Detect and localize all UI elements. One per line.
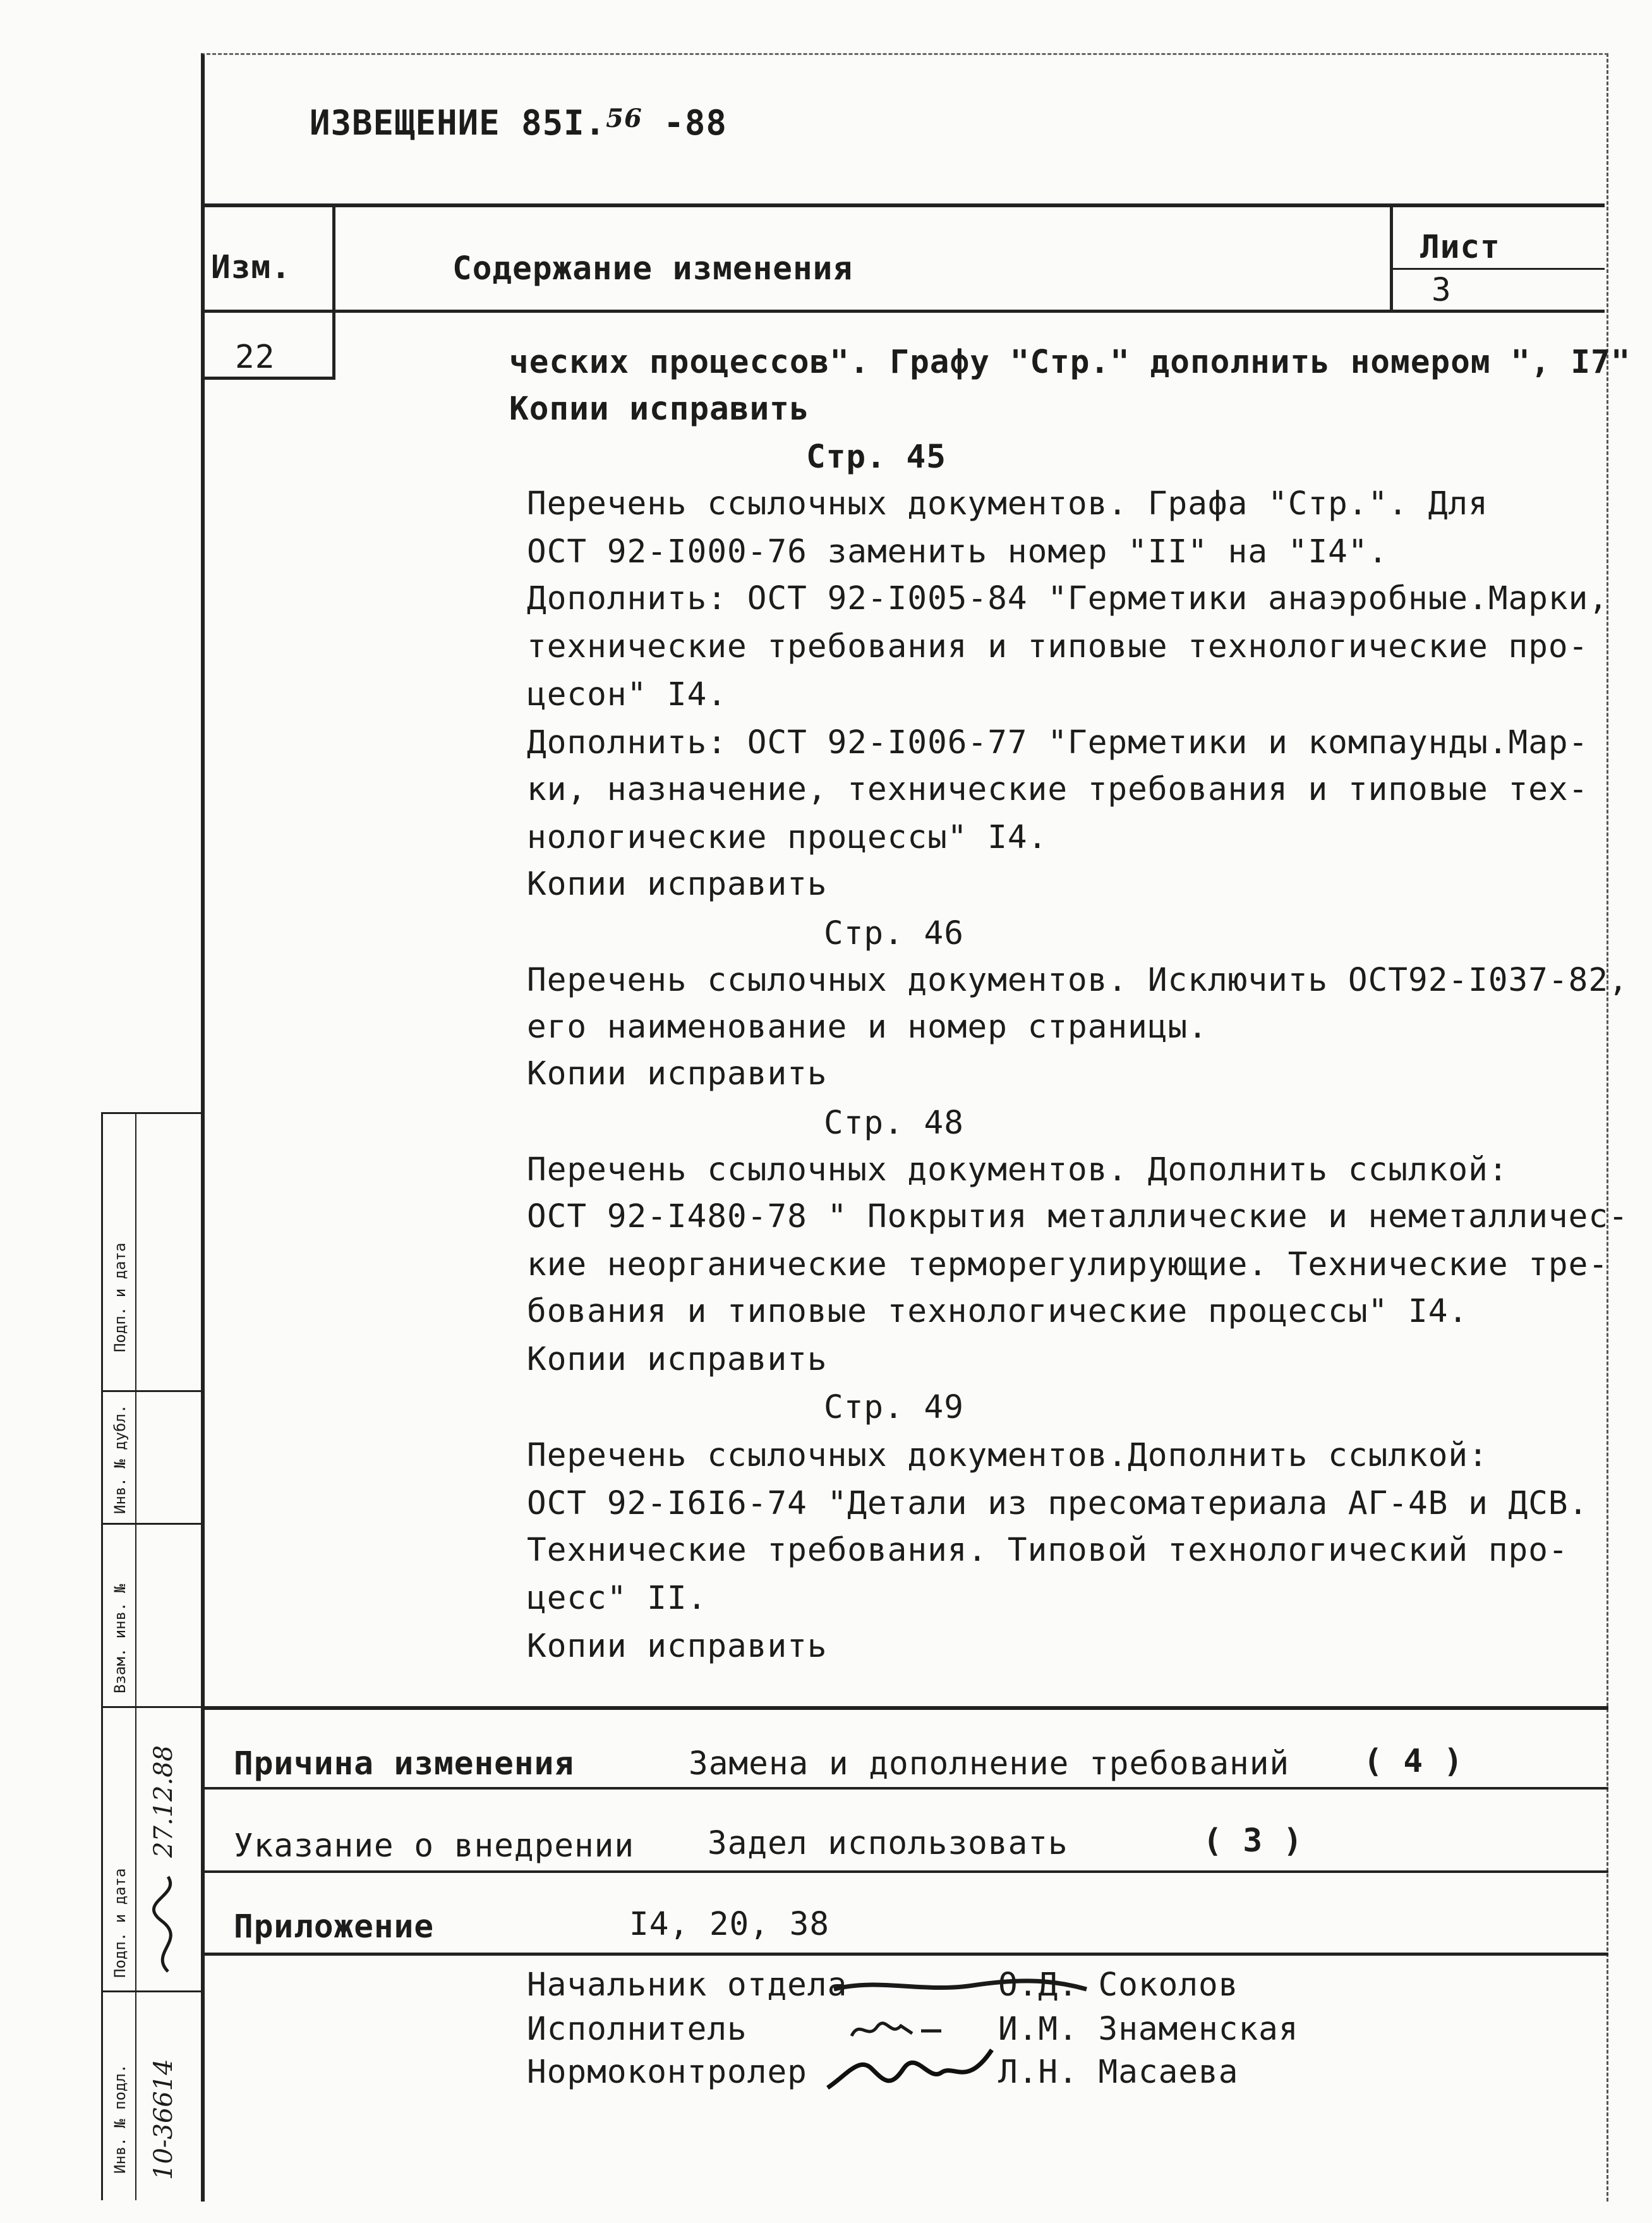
reason-label: Причина изменения: [234, 1745, 574, 1783]
handwritten-signature-executor: [847, 2014, 948, 2046]
side-stamp-divider-4: [101, 1990, 202, 1992]
content-line: Копии исправить: [527, 1055, 828, 1093]
content-line: Копии исправить: [527, 1341, 828, 1378]
col-sheet-header: Лист: [1420, 229, 1500, 266]
side-signature-scribble: [143, 1870, 193, 1978]
reason-code: ( 4 ): [1363, 1743, 1464, 1780]
content-line: ОСТ 92-I6I6-74 "Детали из пресоматериала АГ-4В и ДСВ.: [527, 1485, 1589, 1522]
col-izm-header: Изм.: [211, 249, 291, 286]
izm-column-divider: [332, 203, 335, 379]
strike-signature-head: [828, 1972, 1093, 2003]
col-content-header: Содержание изменения: [452, 250, 853, 288]
side-label-vzam-inv: Взам. инв. №: [111, 1584, 129, 1693]
change-number: 22: [235, 339, 275, 376]
side-stamp-inner-line: [135, 1112, 136, 2200]
signature-role-executor: Исполнитель: [527, 2011, 747, 2048]
page-reference: Стр. 48: [824, 1105, 964, 1142]
signature-name-head: О.Д. Соколов: [998, 1966, 1239, 2004]
notice-title: [310, 103, 727, 143]
content-line: Перечень ссылочных документов.Дополнить ссылкой:: [527, 1437, 1488, 1474]
izm-cell-bottom-line: [201, 377, 335, 380]
content-line: Перечень ссылочных документов. Дополнить ссылкой:: [527, 1151, 1509, 1189]
instruction-label: Указание о внедрении: [234, 1827, 635, 1865]
content-line: цесон" I4.: [527, 676, 728, 713]
footer-line-2: [201, 1787, 1608, 1790]
content-line: Копии исправить: [527, 1628, 828, 1665]
content-line: нологические процессы" I4.: [527, 819, 1048, 856]
side-stamp-outer-line: [101, 1112, 103, 2200]
notice-title-suffix: -88: [642, 103, 727, 143]
footer-top-line: [201, 1706, 1608, 1710]
table-header-bottom-line: [201, 310, 1605, 313]
notice-title-handwritten-number: 56: [606, 104, 642, 133]
sheet-number: 3: [1432, 272, 1452, 309]
content-line: ОСТ 92-I480-78 " Покрытия металлические и неметалличес-: [527, 1198, 1629, 1235]
side-date-handwritten: 27.12.88: [149, 1745, 178, 1858]
table-top-line: [201, 203, 1605, 207]
content-line: ОСТ 92-I000-76 заменить номер "II" на "I4".: [527, 533, 1389, 571]
content-line: кие неорганические терморегулирующие. Технические тре-: [527, 1246, 1609, 1283]
content-line: его наименование и номер страницы.: [527, 1009, 1208, 1046]
reason-value: Замена и дополнение требований: [689, 1745, 1290, 1783]
signature-name-executor: И.М. Знаменская: [998, 2011, 1299, 2048]
side-label-inv-podl: Инв. № подл.: [111, 2064, 129, 2174]
signature-name-normcontrol: Л.Н. Масаева: [998, 2054, 1239, 2091]
page-reference: Стр. 46: [824, 915, 964, 952]
page-reference: Стр. 45: [806, 439, 946, 476]
notice-title-prefix: ИЗВЕЩЕНИЕ 85I.: [310, 103, 606, 143]
content-line: Перечень ссылочных документов. Графа "Стр.". Для: [527, 485, 1488, 523]
content-line: Дополнить: ОСТ 92-I006-77 "Герметики и компаунды.Мар-: [527, 724, 1589, 761]
side-stamp-divider-3: [101, 1706, 202, 1708]
instruction-code: ( 3 ): [1203, 1822, 1303, 1860]
page-reference: Стр. 49: [824, 1389, 964, 1426]
signature-role-head: Начальник отдела: [527, 1966, 848, 2004]
side-stamp-top: [101, 1112, 202, 1114]
instruction-value: Задел использовать: [708, 1825, 1068, 1862]
side-stamp-divider-2: [101, 1523, 202, 1525]
content-line: Перечень ссылочных документов. Исключить ОСТ92-I037-82,: [527, 962, 1629, 999]
content-line: бования и типовые технологические процессы" I4.: [527, 1293, 1469, 1330]
content-line: ческих процессов". Графу "Стр." дополнить номером ", I7": [509, 344, 1631, 381]
content-line: Копии исправить: [509, 391, 810, 428]
content-line: Технические требования. Типовой технологический про-: [527, 1532, 1569, 1569]
side-inv-number-handwritten: 10-36614: [149, 2059, 178, 2180]
attachment-value: I4, 20, 38: [629, 1906, 830, 1943]
content-line: Дополнить: ОСТ 92-I005-84 "Герметики анаэробные.Марки,: [527, 580, 1609, 617]
footer-line-4: [201, 1953, 1608, 1956]
sheet-column-divider: [1390, 203, 1393, 312]
content-line: цесс" II.: [527, 1580, 708, 1617]
side-label-podp-data-2: Подп. и дата: [111, 1868, 129, 1978]
sheet-cell-divider: [1391, 268, 1605, 270]
side-label-podp-data-1: Подп. и дата: [111, 1242, 129, 1352]
content-line: ки, назначение, технические требования и типовые тех-: [527, 771, 1589, 808]
side-stamp-divider-1: [101, 1390, 202, 1392]
content-line: технические требования и типовые технологические про-: [527, 628, 1589, 665]
handwritten-signature-normcontrol: [821, 2044, 998, 2100]
signature-role-normcontrol: Нормоконтролер: [527, 2054, 807, 2091]
content-line: Копии исправить: [527, 866, 828, 903]
side-label-inv-dubl: Инв. № дубл.: [111, 1404, 129, 1514]
attachment-label: Приложение: [234, 1908, 435, 1946]
footer-line-3: [201, 1870, 1608, 1873]
